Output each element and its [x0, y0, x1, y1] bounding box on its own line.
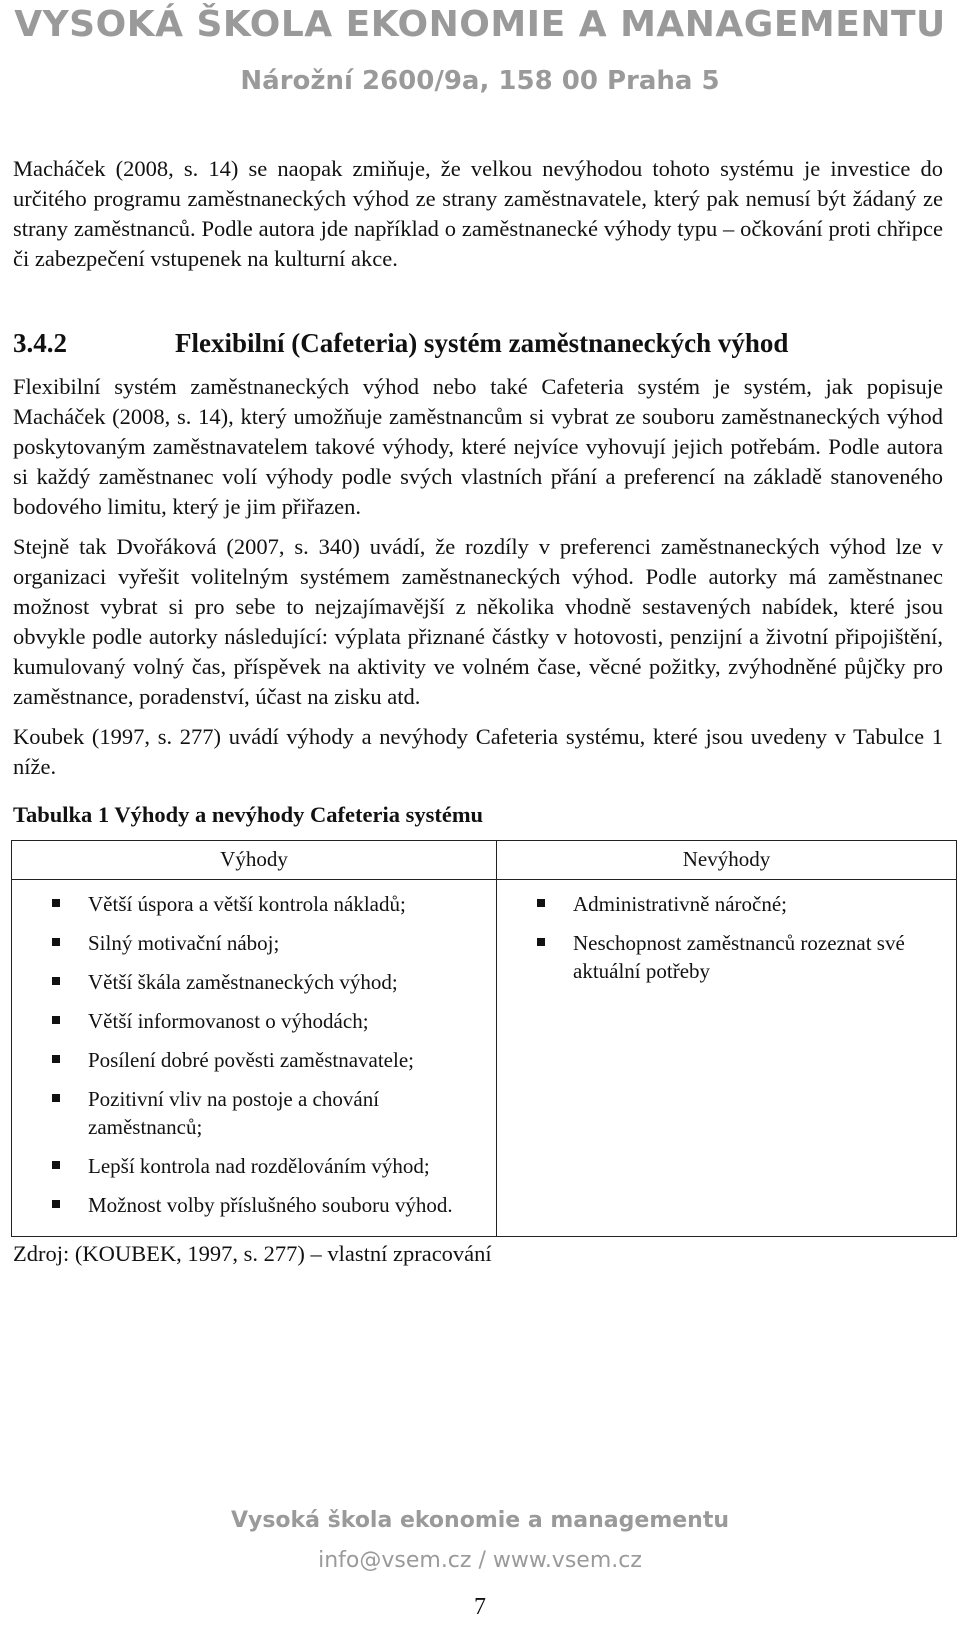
table-header-advantages: Výhody — [12, 841, 497, 880]
list-item: Posílení dobré pověsti zaměstnavatele; — [52, 1046, 488, 1074]
paragraph-3: Stejně tak Dvořáková (2007, s. 340) uvádí, že rozdíly v preferenci zaměstnaneckých výhod lze v organizaci vyřešit volitelným systémem zaměstnaneckých výhod. Podle autorky má zaměstnanec možnost vybrat si pro sebe to nejzajímavější z několika vhodně sestavených nabídek, které jsou obvykle podle autorky následující: výplata přiznané částky v hotovosti, penzijní a životní připojištění, kumulovaný volný čas, příspěvek na aktivity ve volném čase, věcné požitky, zvýhodněné půjčky pro zaměstnance, poradenství, účast na zisku atd. — [13, 534, 943, 709]
disadvantages-cell — [497, 880, 957, 1237]
list-item: Větší škála zaměstnaneckých výhod; — [52, 968, 488, 996]
list-item: Administrativně náročné; — [537, 890, 948, 918]
section-heading — [13, 326, 943, 360]
table-caption: Tabulka 1 Výhody a nevýhody Cafeteria systému — [13, 802, 484, 827]
table-header-disadvantages: Nevýhody — [497, 841, 957, 880]
document-content — [13, 154, 943, 1269]
advantages-list — [52, 890, 488, 1219]
list-item: Větší úspora a větší kontrola nákladů; — [52, 890, 488, 918]
advantages-cell — [12, 880, 497, 1237]
list-item: Větší informovanost o výhodách; — [52, 1007, 488, 1035]
comparison-table — [11, 840, 957, 1237]
list-item: Neschopnost zaměstnanců rozeznat své aktuální potřeby — [537, 929, 948, 985]
disadvantages-list — [537, 890, 948, 985]
paragraph-2: Flexibilní systém zaměstnaneckých výhod nebo také Cafeteria systém je systém, jak popisuje Macháček (2008, s. 14), který umožňuje zaměstnancům si vybrat ze souboru zaměstnaneckých výhod poskytovaným zaměstnavatelem takové výhody, které nejvíce vyhovují jejich potřebám. Podle autora si každý zaměstnanec volí výhody podle svých vlastních přání a preferencí na základě stanoveného bodového limitu, který je jim přiřazen. — [13, 374, 943, 519]
section-title: Flexibilní (Cafeteria) systém zaměstnaneckých výhod — [175, 328, 789, 358]
list-item: Lepší kontrola nad rozdělováním výhod; — [52, 1152, 488, 1180]
paragraph-4: Koubek (1997, s. 277) uvádí výhody a nevýhody Cafeteria systému, které jsou uvedeny v Tabulce 1 níže. — [13, 724, 943, 779]
school-name: VYSOKÁ ŠKOLA EKONOMIE A MANAGEMENTU — [14, 4, 946, 45]
table-source: Zdroj: (KOUBEK, 1997, s. 277) – vlastní zpracování — [13, 1241, 492, 1266]
page-number: 7 — [474, 1594, 486, 1620]
footer-school-name: Vysoká škola ekonomie a managementu — [230, 1508, 730, 1533]
section-number: 3.4.2 — [13, 328, 67, 358]
list-item: Pozitivní vliv na postoje a chování zaměstnanců; — [52, 1085, 488, 1141]
list-item: Možnost volby příslušného souboru výhod. — [52, 1191, 488, 1219]
footer-contact: info@vsem.cz / www.vsem.cz — [318, 1548, 642, 1573]
school-address: Nárožní 2600/9a, 158 00 Praha 5 — [240, 66, 720, 96]
paragraph-1: Macháček (2008, s. 14) se naopak zmiňuje, že velkou nevýhodou tohoto systému je investice do určitého programu zaměstnaneckých výhod ze strany zaměstnavatele, který pak nemusí být žádaný ze strany zaměstnanců. Podle autora jde například o zaměstnanecké výhody typu – očkování proti chřipce či zabezpečení vstupenek na kulturní akce. — [13, 156, 943, 271]
list-item: Silný motivační náboj; — [52, 929, 488, 957]
